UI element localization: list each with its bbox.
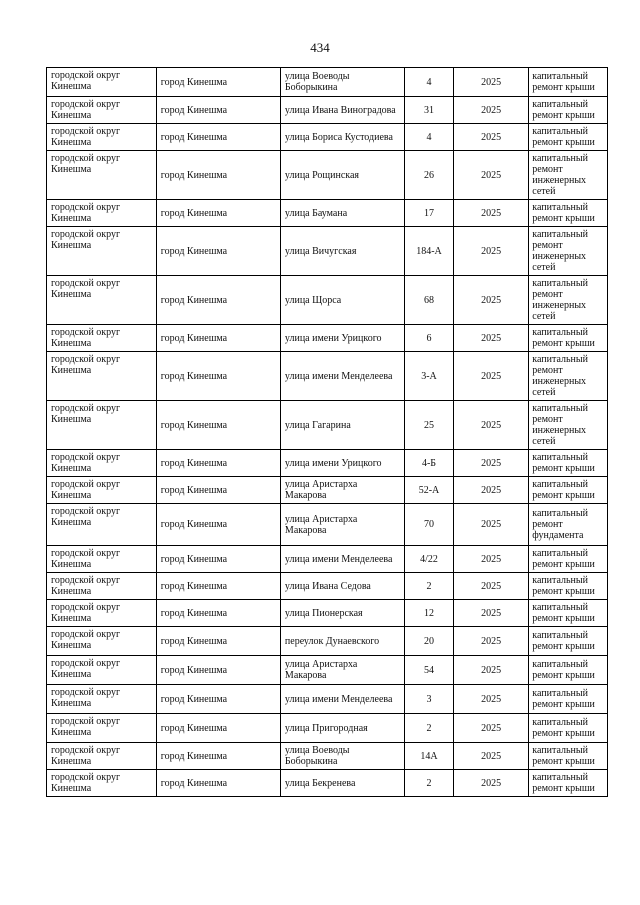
street-cell: улица Рощинская (280, 151, 404, 200)
year-cell: 2025 (453, 325, 528, 352)
city-cell: город Кинешма (156, 477, 280, 504)
street-cell: улица Бориса Кустодиева (280, 124, 404, 151)
house-number-cell: 31 (405, 97, 454, 124)
table-row (47, 685, 608, 714)
street-cell: улица Ивана Седова (280, 573, 404, 600)
year-cell: 2025 (453, 477, 528, 504)
street-cell: переулок Дунаевского (280, 627, 404, 656)
table-row (47, 600, 608, 627)
year-cell: 2025 (453, 685, 528, 714)
municipal-district-cell: городской округ Кинешма (47, 401, 157, 450)
work-type-cell: капитальный ремонт крыши (529, 573, 608, 600)
table-row (47, 770, 608, 797)
city-cell: город Кинешма (156, 151, 280, 200)
municipal-district-cell: городской округ Кинешма (47, 656, 157, 685)
city-cell: город Кинешма (156, 743, 280, 770)
house-number-cell: 17 (405, 200, 454, 227)
street-cell: улица Пионерская (280, 600, 404, 627)
street-cell: улица Бекренева (280, 770, 404, 797)
year-cell: 2025 (453, 714, 528, 743)
street-cell: улица Аристарха Макарова (280, 477, 404, 504)
city-cell: город Кинешма (156, 352, 280, 401)
work-type-cell: капитальный ремонт крыши (529, 770, 608, 797)
city-cell: город Кинешма (156, 546, 280, 573)
municipal-district-cell: городской округ Кинешма (47, 450, 157, 477)
municipal-district-cell: городской округ Кинешма (47, 743, 157, 770)
street-cell: улица Щорса (280, 276, 404, 325)
house-number-cell: 2 (405, 770, 454, 797)
work-type-cell: капитальный ремонт инженерных сетей (529, 151, 608, 200)
table-row (47, 352, 608, 401)
city-cell: город Кинешма (156, 276, 280, 325)
street-cell: улица Вичугская (280, 227, 404, 276)
table-row (47, 477, 608, 504)
house-number-cell: 20 (405, 627, 454, 656)
work-type-cell: капитальный ремонт крыши (529, 743, 608, 770)
year-cell: 2025 (453, 450, 528, 477)
table-row (47, 504, 608, 546)
city-cell: город Кинешма (156, 504, 280, 546)
house-number-cell: 2 (405, 714, 454, 743)
street-cell: улица Аристарха Макарова (280, 504, 404, 546)
year-cell: 2025 (453, 770, 528, 797)
street-cell: улица Аристарха Макарова (280, 656, 404, 685)
table-row (47, 97, 608, 124)
year-cell: 2025 (453, 124, 528, 151)
city-cell: город Кинешма (156, 97, 280, 124)
municipal-district-cell: городской округ Кинешма (47, 276, 157, 325)
work-type-cell: капитальный ремонт фундамента (529, 504, 608, 546)
work-type-cell: капитальный ремонт инженерных сетей (529, 227, 608, 276)
year-cell: 2025 (453, 743, 528, 770)
house-number-cell: 68 (405, 276, 454, 325)
table-row (47, 714, 608, 743)
work-type-cell: капитальный ремонт крыши (529, 714, 608, 743)
street-cell: улица имени Урицкого (280, 325, 404, 352)
house-number-cell: 4 (405, 68, 454, 97)
table-row (47, 401, 608, 450)
table-row (47, 124, 608, 151)
municipal-district-cell: городской округ Кинешма (47, 68, 157, 97)
work-type-cell: капитальный ремонт инженерных сетей (529, 352, 608, 401)
table-row (47, 573, 608, 600)
year-cell: 2025 (453, 97, 528, 124)
work-type-cell: капитальный ремонт инженерных сетей (529, 276, 608, 325)
table-body (47, 68, 608, 797)
year-cell: 2025 (453, 573, 528, 600)
house-number-cell: 12 (405, 600, 454, 627)
house-number-cell: 2 (405, 573, 454, 600)
street-cell: улица Гагарина (280, 401, 404, 450)
city-cell: город Кинешма (156, 124, 280, 151)
year-cell: 2025 (453, 600, 528, 627)
table-row (47, 743, 608, 770)
municipal-district-cell: городской округ Кинешма (47, 477, 157, 504)
street-cell: улица Баумана (280, 200, 404, 227)
house-number-cell: 25 (405, 401, 454, 450)
year-cell: 2025 (453, 627, 528, 656)
year-cell: 2025 (453, 151, 528, 200)
city-cell: город Кинешма (156, 656, 280, 685)
table-row (47, 627, 608, 656)
city-cell: город Кинешма (156, 714, 280, 743)
city-cell: город Кинешма (156, 325, 280, 352)
house-number-cell: 6 (405, 325, 454, 352)
municipal-district-cell: городской округ Кинешма (47, 627, 157, 656)
table-row (47, 68, 608, 97)
street-cell: улица Воеводы Боборыкина (280, 68, 404, 97)
municipal-district-cell: городской округ Кинешма (47, 97, 157, 124)
city-cell: город Кинешма (156, 401, 280, 450)
house-number-cell: 4-Б (405, 450, 454, 477)
street-cell: улица имени Урицкого (280, 450, 404, 477)
repair-schedule-table (46, 67, 608, 797)
work-type-cell: капитальный ремонт крыши (529, 546, 608, 573)
city-cell: город Кинешма (156, 200, 280, 227)
house-number-cell: 54 (405, 656, 454, 685)
work-type-cell: капитальный ремонт крыши (529, 477, 608, 504)
work-type-cell: капитальный ремонт крыши (529, 200, 608, 227)
work-type-cell: капитальный ремонт крыши (529, 124, 608, 151)
page-number: 434 (310, 40, 330, 55)
city-cell: город Кинешма (156, 450, 280, 477)
table-row (47, 276, 608, 325)
municipal-district-cell: городской округ Кинешма (47, 600, 157, 627)
year-cell: 2025 (453, 504, 528, 546)
work-type-cell: капитальный ремонт крыши (529, 97, 608, 124)
year-cell: 2025 (453, 546, 528, 573)
house-number-cell: 3 (405, 685, 454, 714)
year-cell: 2025 (453, 401, 528, 450)
municipal-district-cell: городской округ Кинешма (47, 151, 157, 200)
table-row (47, 227, 608, 276)
table-row (47, 546, 608, 573)
municipal-district-cell: городской округ Кинешма (47, 573, 157, 600)
street-cell: улица имени Менделеева (280, 546, 404, 573)
municipal-district-cell: городской округ Кинешма (47, 227, 157, 276)
city-cell: город Кинешма (156, 627, 280, 656)
city-cell: город Кинешма (156, 573, 280, 600)
work-type-cell: капитальный ремонт крыши (529, 325, 608, 352)
municipal-district-cell: городской округ Кинешма (47, 770, 157, 797)
work-type-cell: капитальный ремонт инженерных сетей (529, 401, 608, 450)
work-type-cell: капитальный ремонт крыши (529, 627, 608, 656)
municipal-district-cell: городской округ Кинешма (47, 352, 157, 401)
year-cell: 2025 (453, 200, 528, 227)
city-cell: город Кинешма (156, 685, 280, 714)
work-type-cell: капитальный ремонт крыши (529, 68, 608, 97)
house-number-cell: 26 (405, 151, 454, 200)
work-type-cell: капитальный ремонт крыши (529, 685, 608, 714)
house-number-cell: 52-А (405, 477, 454, 504)
street-cell: улица Воеводы Боборыкина (280, 743, 404, 770)
year-cell: 2025 (453, 276, 528, 325)
year-cell: 2025 (453, 227, 528, 276)
municipal-district-cell: городской округ Кинешма (47, 124, 157, 151)
work-type-cell: капитальный ремонт крыши (529, 656, 608, 685)
municipal-district-cell: городской округ Кинешма (47, 504, 157, 546)
work-type-cell: капитальный ремонт крыши (529, 450, 608, 477)
street-cell: улица Пригородная (280, 714, 404, 743)
table-row (47, 200, 608, 227)
municipal-district-cell: городской округ Кинешма (47, 714, 157, 743)
house-number-cell: 3-А (405, 352, 454, 401)
city-cell: город Кинешма (156, 600, 280, 627)
street-cell: улица имени Менделеева (280, 685, 404, 714)
house-number-cell: 14А (405, 743, 454, 770)
house-number-cell: 184-А (405, 227, 454, 276)
street-cell: улица имени Менделеева (280, 352, 404, 401)
city-cell: город Кинешма (156, 227, 280, 276)
table-row (47, 450, 608, 477)
city-cell: город Кинешма (156, 770, 280, 797)
work-type-cell: капитальный ремонт крыши (529, 600, 608, 627)
house-number-cell: 70 (405, 504, 454, 546)
municipal-district-cell: городской округ Кинешма (47, 685, 157, 714)
municipal-district-cell: городской округ Кинешма (47, 325, 157, 352)
street-cell: улица Ивана Виноградова (280, 97, 404, 124)
year-cell: 2025 (453, 68, 528, 97)
year-cell: 2025 (453, 656, 528, 685)
municipal-district-cell: городской округ Кинешма (47, 200, 157, 227)
table-row (47, 151, 608, 200)
city-cell: город Кинешма (156, 68, 280, 97)
municipal-district-cell: городской округ Кинешма (47, 546, 157, 573)
year-cell: 2025 (453, 352, 528, 401)
house-number-cell: 4/22 (405, 546, 454, 573)
table-row (47, 656, 608, 685)
table-row (47, 325, 608, 352)
house-number-cell: 4 (405, 124, 454, 151)
